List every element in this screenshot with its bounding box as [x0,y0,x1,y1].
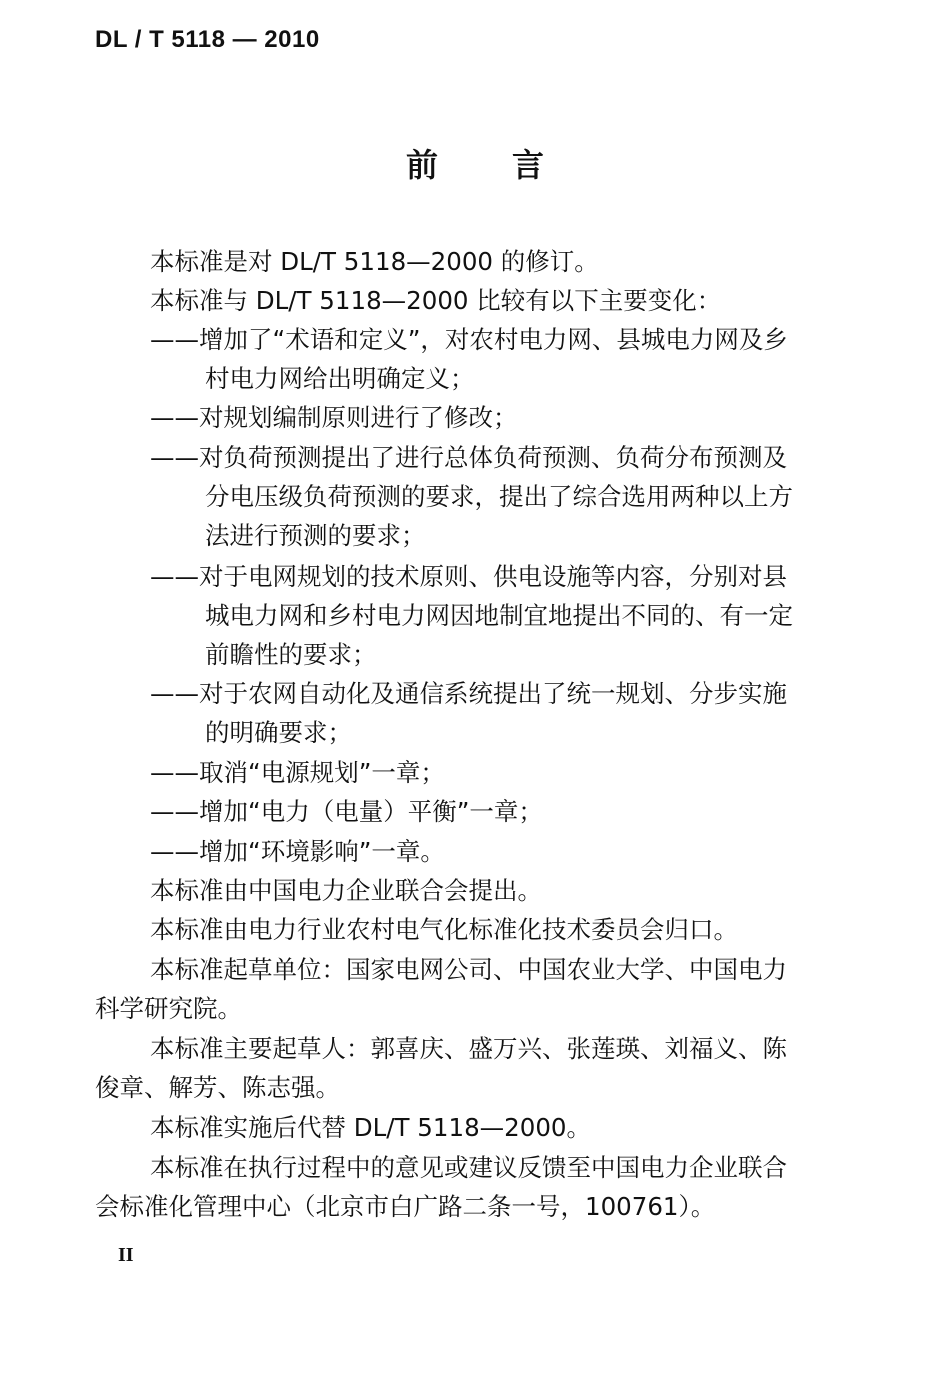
standard-code-header: DL / T 5118 — 2010 [95,26,320,53]
body-line: ——取消“电源规划”一章； [150,758,445,787]
body-line: ——对于农网自动化及通信系统提出了统一规划、分步实施 [150,679,787,708]
body-line: ——对规划编制原则进行了修改； [150,403,518,432]
body-line: 村电力网给出明确定义； [205,364,475,393]
body-line: 法进行预测的要求； [205,521,426,550]
body-line: 城电力网和乡村电力网因地制宜地提出不同的、有一定 [205,601,793,630]
body-line: 本标准由电力行业农村电气化标准化技术委员会归口。 [150,915,738,944]
page-number: II [118,1244,134,1266]
body-line: ——增加“环境影响”一章。 [150,837,445,866]
body-line: 科学研究院。 [95,994,242,1023]
page-title [0,140,950,186]
body-line: 本标准由中国电力企业联合会提出。 [150,876,542,905]
body-line: 本标准在执行过程中的意见或建议反馈至中国电力企业联合 [150,1153,787,1182]
body-line: 会标准化管理中心（北京市白广路二条一号，100761）。 [95,1192,716,1221]
body-line: 本标准与 DL/T 5118—2000 比较有以下主要变化： [150,286,722,315]
body-line: 本标准是对 DL/T 5118—2000 的修订。 [150,247,599,276]
title-char-2: 言 [512,146,545,184]
body-line: 本标准主要起草人：郭喜庆、盛万兴、张莲瑛、刘福义、陈 [150,1034,787,1063]
body-line: ——对负荷预测提出了进行总体负荷预测、负荷分布预测及 [150,443,787,472]
body-line: 分电压级负荷预测的要求，提出了综合选用两种以上方 [205,482,793,511]
body-line: 本标准实施后代替 DL/T 5118—2000。 [150,1113,592,1142]
body-line: ——对于电网规划的技术原则、供电设施等内容，分别对县 [150,562,787,591]
body-line: 的明确要求； [205,718,352,747]
body-line: 俊章、解芳、陈志强。 [95,1073,340,1102]
body-line: ——增加“电力（电量）平衡”一章； [150,797,543,826]
body-line: 本标准起草单位：国家电网公司、中国农业大学、中国电力 [150,955,787,984]
body-line: ——增加了“术语和定义”，对农村电力网、县城电力网及乡 [150,325,788,354]
title-char-1: 前 [405,146,438,184]
body-line: 前瞻性的要求； [205,640,377,669]
